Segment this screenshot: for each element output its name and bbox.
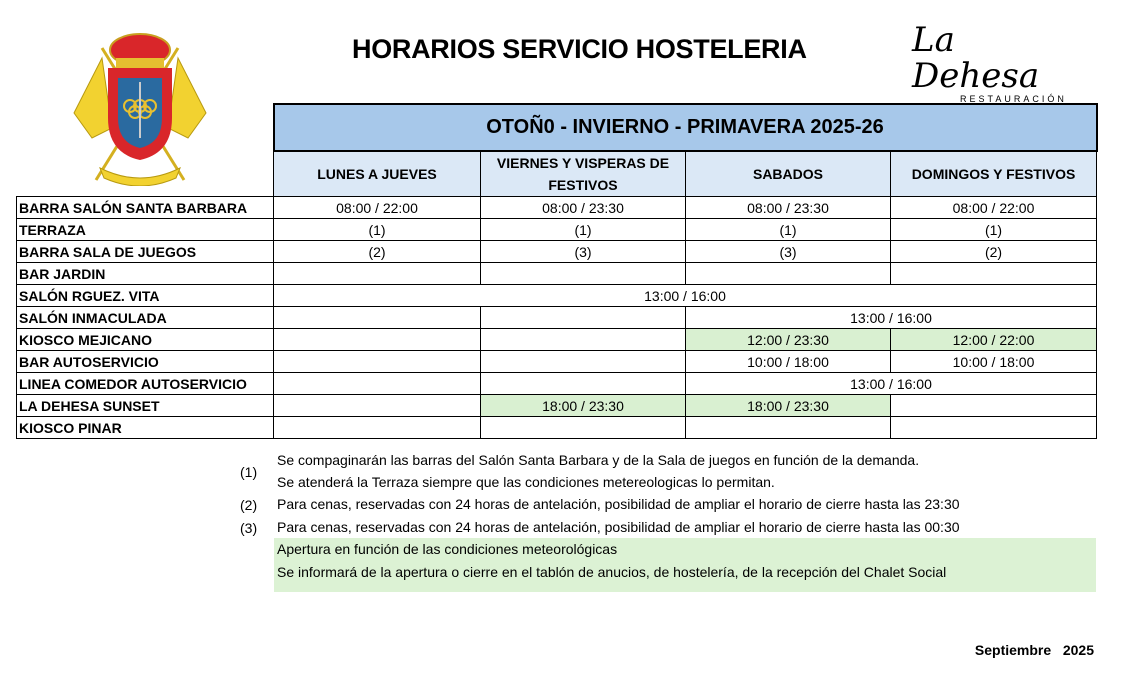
schedule-cell: [274, 395, 481, 417]
page-title: HORARIOS SERVICIO HOSTELERIA: [352, 34, 807, 64]
schedule-cell: [481, 417, 686, 439]
schedule-cell: [891, 417, 1097, 439]
schedule-cell: [481, 329, 686, 351]
row-label: SALÓN INMACULADA: [17, 307, 274, 329]
schedule-cell: 13:00 / 16:00: [686, 307, 1097, 329]
green-note: Apertura en función de las condiciones meteorológicas: [277, 541, 618, 557]
row-label: BAR JARDIN: [17, 263, 274, 285]
row-label: TERRAZA: [17, 219, 274, 241]
row-label: LINEA COMEDOR AUTOSERVICIO: [17, 373, 274, 395]
schedule-cell: [274, 417, 481, 439]
schedule-cell: [274, 307, 481, 329]
footer-month: Septiembre: [974, 642, 1052, 658]
schedule-cell: [686, 263, 891, 285]
schedule-cell: 08:00 / 23:30: [481, 197, 686, 219]
brand-sub: RESTAURACIÓN: [960, 94, 1067, 104]
weather-note-box: [274, 538, 1096, 592]
schedule-cell: (1): [686, 219, 891, 241]
schedule-cell: (3): [481, 241, 686, 263]
schedule-cell: 10:00 / 18:00: [686, 351, 891, 373]
row-label: BARRA SALÓN SANTA BARBARA: [17, 197, 274, 219]
schedule-cell: [274, 329, 481, 351]
row-label: BARRA SALA DE JUEGOS: [17, 241, 274, 263]
schedule-cell: [481, 351, 686, 373]
footer-date: [975, 642, 1094, 658]
schedule-cell: [274, 263, 481, 285]
schedule-cell: [481, 263, 686, 285]
table-row: [17, 197, 1097, 219]
table-row: [17, 329, 1097, 351]
schedule-cell: [481, 307, 686, 329]
schedule-cell: [481, 373, 686, 395]
schedule-cell: 13:00 / 16:00: [274, 285, 1097, 307]
brand-logo: [912, 22, 1072, 104]
schedule-cell: 12:00 / 23:30: [686, 329, 891, 351]
schedule-cell: (3): [686, 241, 891, 263]
schedule-cell: [891, 263, 1097, 285]
row-label: SALÓN RGUEZ. VITA: [17, 285, 274, 307]
schedule-table: [16, 103, 1098, 439]
schedule-cell: (2): [274, 241, 481, 263]
row-label: KIOSCO PINAR: [17, 417, 274, 439]
table-row: [17, 373, 1097, 395]
footer-year: 2025: [1062, 642, 1094, 658]
table-row: [17, 395, 1097, 417]
row-label: BAR AUTOSERVICIO: [17, 351, 274, 373]
column-header: SABADOS: [686, 151, 891, 197]
note-number: (1): [240, 464, 258, 480]
schedule-cell: [891, 395, 1097, 417]
table-row: [17, 285, 1097, 307]
table-row: [17, 307, 1097, 329]
green-note: Se informará de la apertura o cierre en el tablón de anucios, de hostelería, de la recepción del Chalet Social: [277, 564, 947, 580]
schedule-cell: 12:00 / 22:00: [891, 329, 1097, 351]
row-label: KIOSCO MEJICANO: [17, 329, 274, 351]
note-text: Se atenderá la Terraza siempre que las condiciones metereologicas lo permitan.: [277, 474, 775, 490]
row-label: LA DEHESA SUNSET: [17, 395, 274, 417]
table-row: [17, 351, 1097, 373]
table-row: [17, 417, 1097, 439]
column-header: LUNES A JUEVES: [274, 151, 481, 197]
schedule-cell: 13:00 / 16:00: [686, 373, 1097, 395]
schedule-cell: [686, 417, 891, 439]
season-title: OTOÑ0 - INVIERNO - PRIMAVERA 2025-26: [274, 104, 1097, 151]
note-number: (2): [240, 497, 258, 513]
note-text: Se compaginarán las barras del Salón Santa Barbara y de la Sala de juegos en función de la demanda.: [277, 452, 920, 468]
schedule-cell: 08:00 / 23:30: [686, 197, 891, 219]
schedule-cell: [274, 373, 481, 395]
note-text: Para cenas, reservadas con 24 horas de antelación, posibilidad de ampliar el horario de cierre hasta las 00:30: [277, 519, 960, 535]
table-row: [17, 263, 1097, 285]
table-row: [17, 241, 1097, 263]
note-text: Para cenas, reservadas con 24 horas de antelación, posibilidad de ampliar el horario de cierre hasta las 23:30: [277, 496, 960, 512]
schedule-cell: [274, 351, 481, 373]
schedule-cell: 08:00 / 22:00: [274, 197, 481, 219]
schedule-cell: 18:00 / 23:30: [481, 395, 686, 417]
schedule-cell: (1): [891, 219, 1097, 241]
brand-name: La Dehesa: [912, 20, 1040, 96]
schedule-cell: 18:00 / 23:30: [686, 395, 891, 417]
schedule-cell: 08:00 / 22:00: [891, 197, 1097, 219]
column-header: VIERNES Y VISPERAS DE FESTIVOS: [481, 151, 686, 197]
schedule-cell: (1): [481, 219, 686, 241]
note-number: (3): [240, 520, 258, 536]
schedule-cell: (1): [274, 219, 481, 241]
column-header: DOMINGOS Y FESTIVOS: [891, 151, 1097, 197]
schedule-cell: (2): [891, 241, 1097, 263]
schedule-cell: 10:00 / 18:00: [891, 351, 1097, 373]
table-row: [17, 219, 1097, 241]
